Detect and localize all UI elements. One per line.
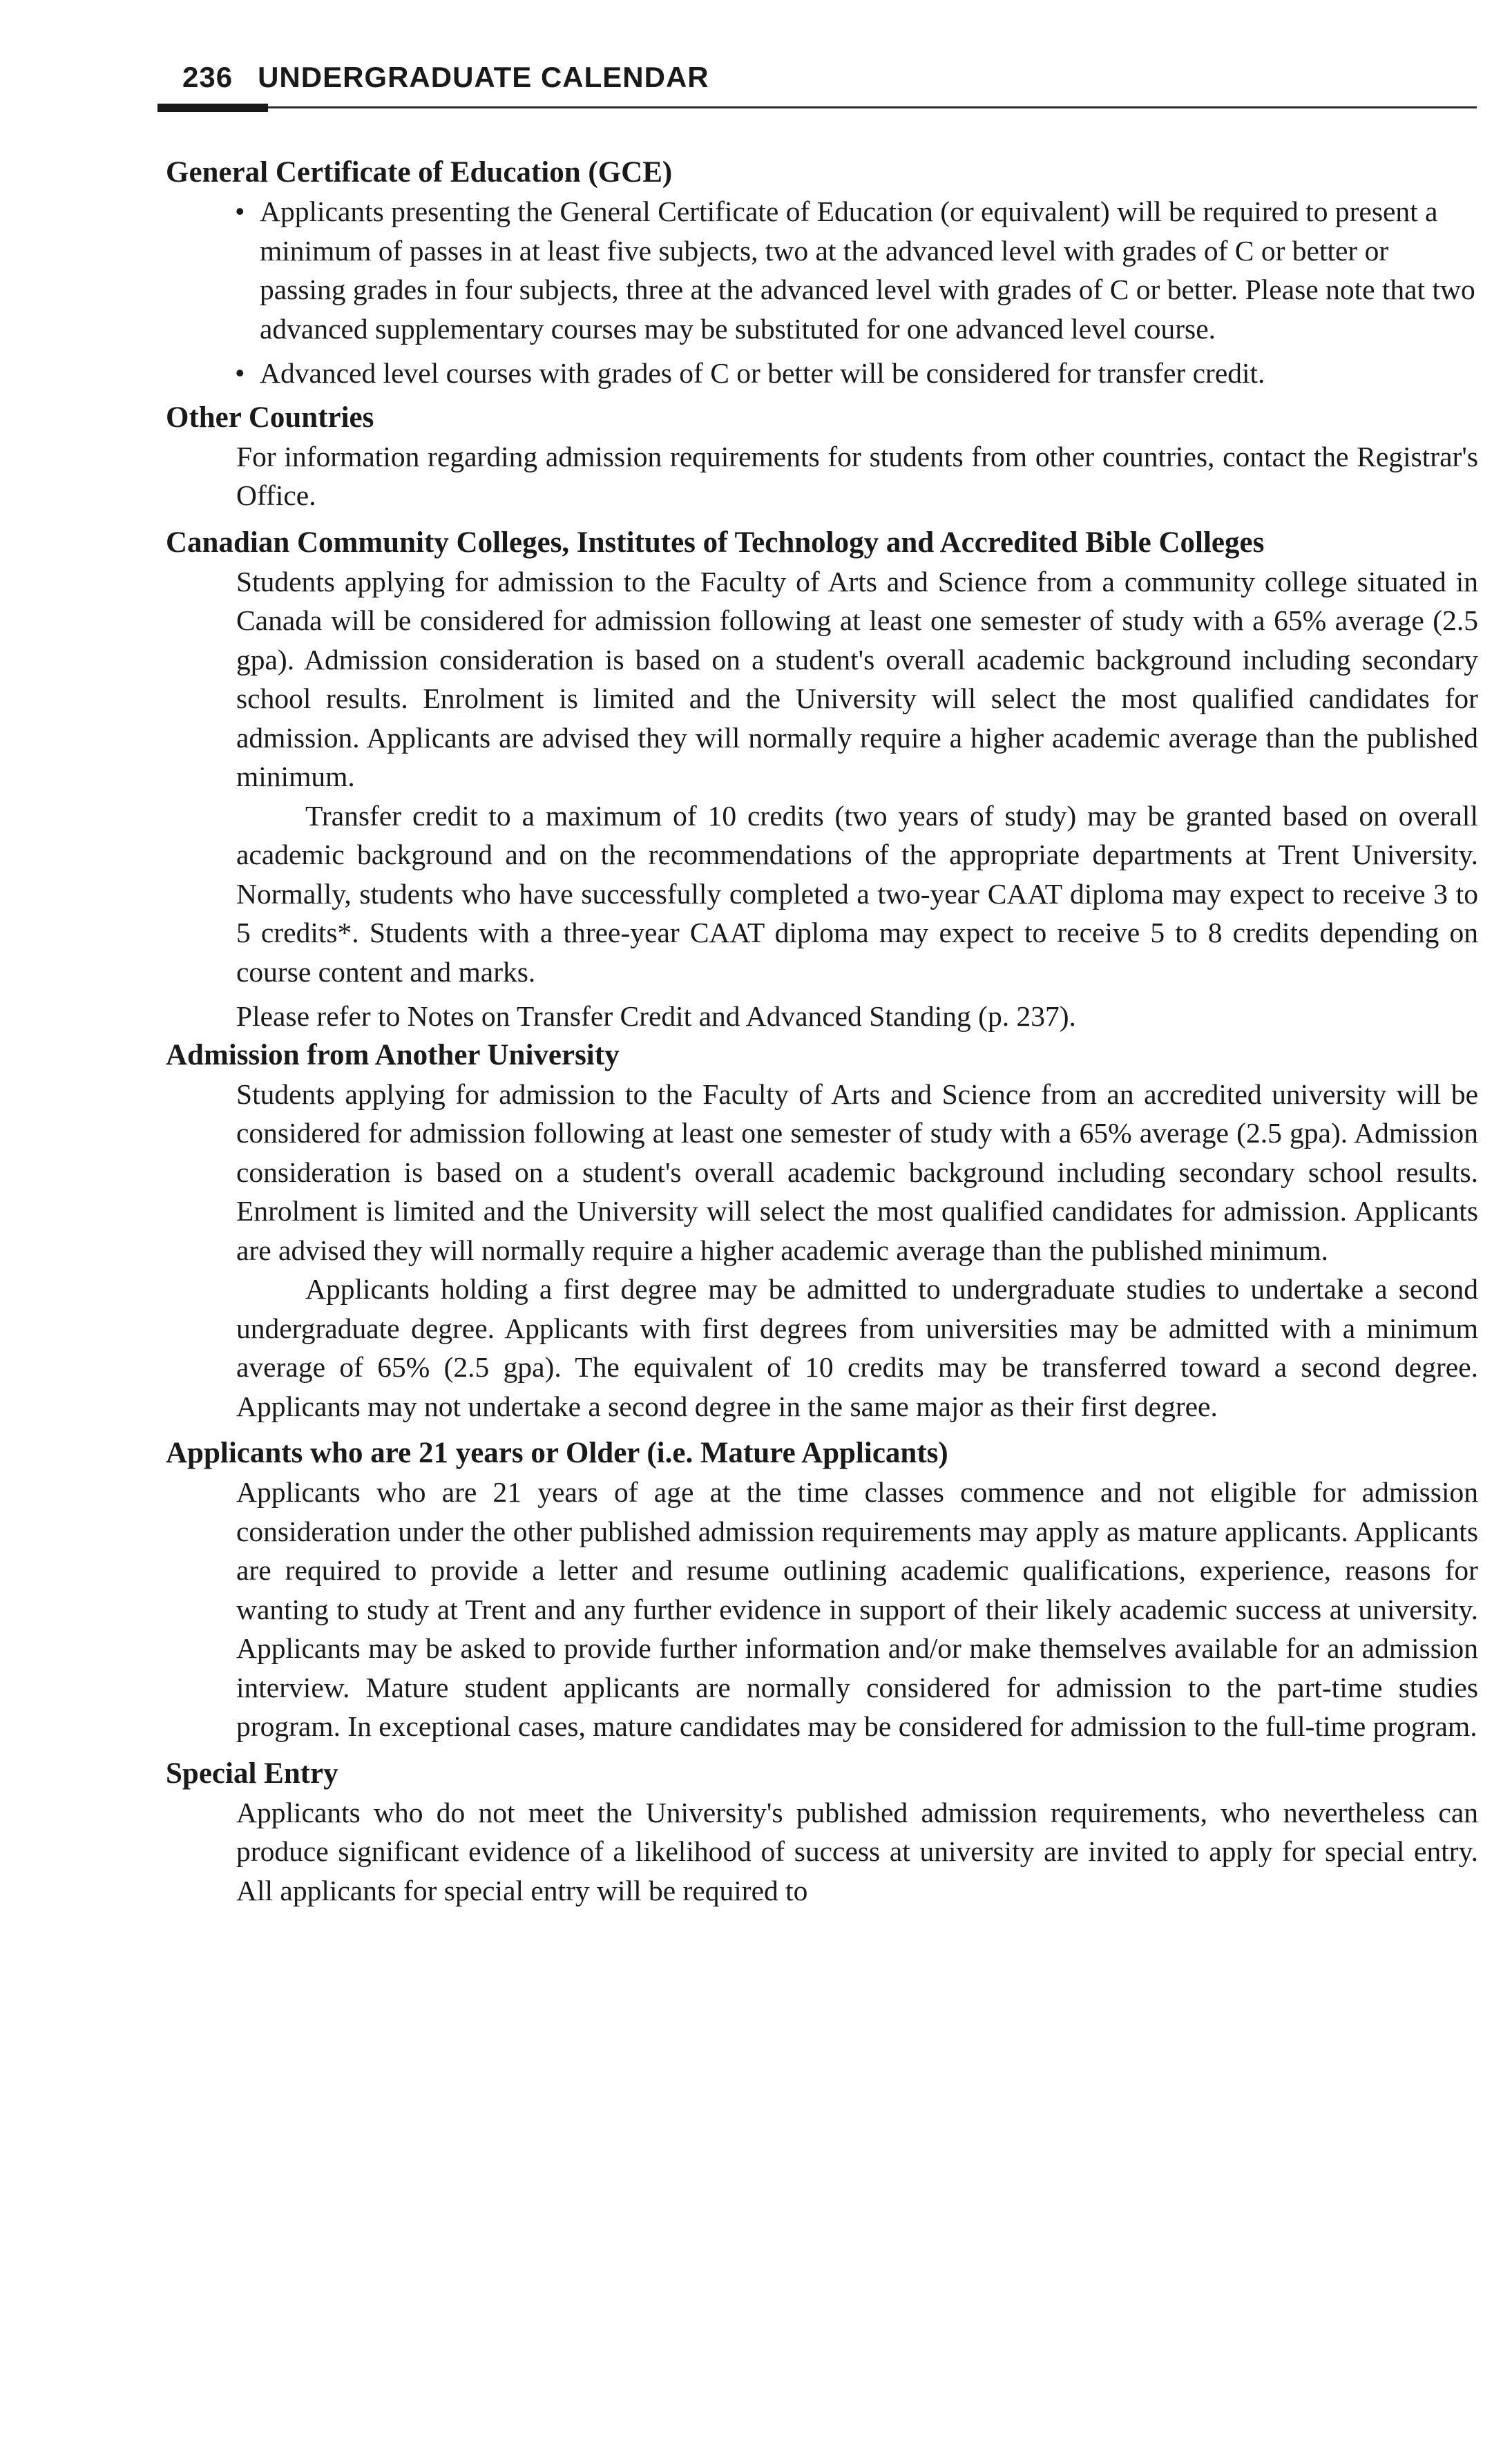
paragraph: Transfer credit to a maximum of 10 credits (two years of study) may be granted based on overall academic background and on the recommendations of the appropriate departments at Trent University. Normally, students who have successfully completed a two-year CAAT diploma may expect to receive 3 to 5 credits*. Students with a three-year CAAT diploma may expect to receive 5 to 8 credits depending on course content and marks. <box>236 799 1478 988</box>
section-heading-other-countries: Other Countries <box>166 401 374 434</box>
bullet-text: Advanced level courses with grades of C or better will be considered for transfer credit. <box>260 357 1265 389</box>
section-special-entry <box>166 1755 1478 1911</box>
bullet-icon: • <box>235 195 245 227</box>
list-item <box>235 354 1478 393</box>
section-heading-community-colleges: Canadian Community Colleges, Institutes of Technology and Accredited Bible Colleges <box>166 526 1265 559</box>
paragraph: Applicants holding a first degree may be admitted to undergraduate studies to undertake a second undergraduate degree. Applicants with first degrees from universities may be admitted with a minimum average of 65% (2.5 gpa). The equivalent of 10 credits may be transferred toward a second degree. Applicants may not undertake a second degree in the same major as their first degree. <box>236 1273 1478 1422</box>
section-other-countries <box>166 399 1478 515</box>
section-heading-gce: General Certificate of Education (GCE) <box>166 156 673 189</box>
running-head-title: UNDERGRADUATE CALENDAR <box>258 61 709 93</box>
paragraph: Students applying for admission to the Faculty of Arts and Science from an accredited university will be considered for admission following at least one semester of study with a 65% average (2.5 gpa). Admission consideration is based on a student's overall academic background including secondary school results. Enrolment is limited and the University will select the most qualified candidates for admission. Applicants are advised they will normally require a higher academic average than the published minimum. <box>236 1078 1478 1266</box>
page-number: 236 <box>182 61 233 93</box>
paragraph: Please refer to Notes on Transfer Credit and Advanced Standing (p. 237). <box>236 1000 1076 1032</box>
running-head <box>182 61 709 94</box>
section-mature-applicants <box>166 1434 1478 1746</box>
gce-bullet-list <box>166 192 1478 393</box>
section-heading-special-entry: Special Entry <box>166 1757 338 1790</box>
section-heading-mature-applicants: Applicants who are 21 years or Older (i.e. Mature Applicants) <box>166 1437 948 1469</box>
section-heading-another-university: Admission from Another University <box>166 1038 620 1071</box>
paragraph: Applicants who are 21 years of age at the time classes commence and not eligible for admission consideration under the other published admission requirements may apply as mature applicants. Applicants are required to provide a letter and resume outlining academic qualifications, experience, reasons for wanting to study at Trent and any further evidence in support of their likely academic success at university. Applicants may be asked to provide further information and/or make themselves available for an admission interview. Mature student applicants are normally considered for admission to the part-time studies program. In exceptional cases, mature candidates may be considered for admission to the full-time program. <box>236 1476 1478 1742</box>
page-body <box>166 153 1478 1910</box>
header-rule <box>157 106 1477 108</box>
paragraph: Applicants who do not meet the University's published admission requirements, who nevertheless can produce significant evidence of a likelihood of success at university are invited to apply for special entry. All applicants for special entry will be required to <box>236 1796 1478 1906</box>
bullet-icon: • <box>235 357 245 389</box>
section-another-university <box>166 1036 1478 1426</box>
header-rule-accent <box>157 104 268 112</box>
section-community-colleges <box>166 524 1478 1036</box>
paragraph: Students applying for admission to the Faculty of Arts and Science from a community college situated in Canada will be considered for admission following at least one semester of study with a 65% average (2.5 gpa). Admission consideration is based on a student's overall academic background including secondary school results. Enrolment is limited and the University will select the most qualified candidates for admission. Applicants are advised they will normally require a higher academic average than the published minimum. <box>236 565 1478 792</box>
bullet-text: Applicants presenting the General Certificate of Education (or equivalent) will be required to present a minimum of passes in at least five subjects, two at the advanced level with grades of C or better or passing grades in four subjects, three at the advanced level with grades of C or better. Please note that two advanced supplementary courses may be substituted for one advanced level course. <box>260 195 1475 345</box>
paragraph: For information regarding admission requirements for students from other countries, contact the Registrar's Office. <box>236 440 1478 511</box>
list-item <box>235 192 1478 348</box>
section-gce <box>166 153 1478 393</box>
